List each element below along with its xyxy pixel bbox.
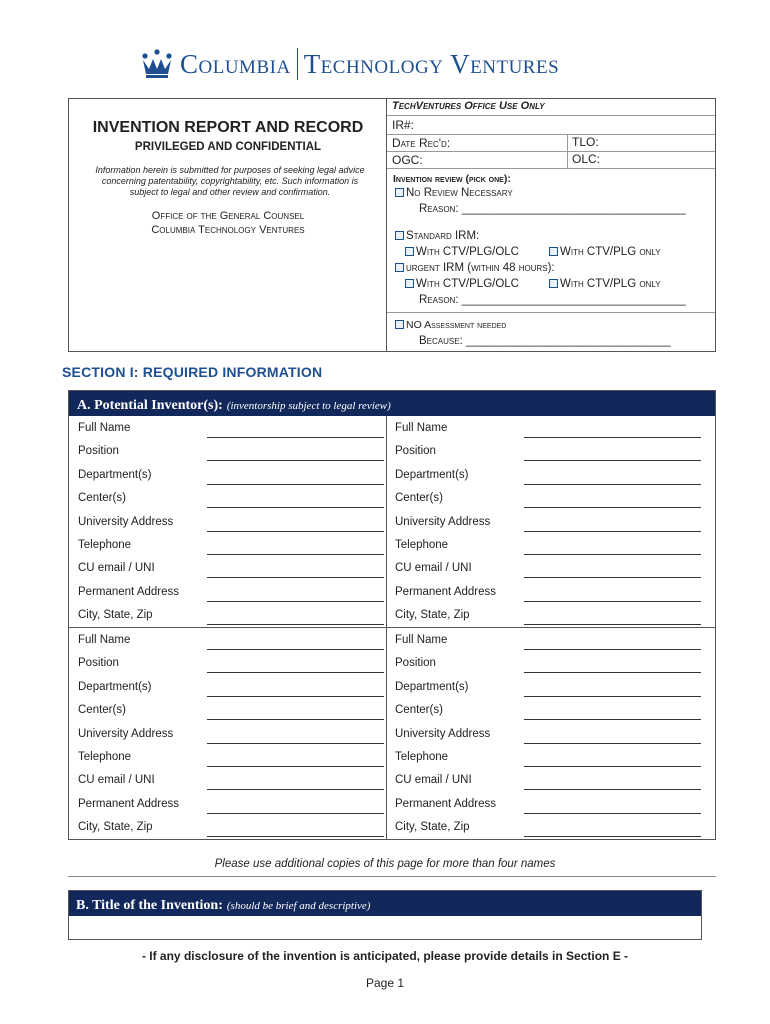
standard-irm-label: Standard IRM: (406, 230, 480, 242)
inventor-2-field-row (387, 416, 703, 439)
inventor-3-field-row (70, 815, 386, 838)
field-input-line[interactable] (524, 577, 701, 578)
date-received-label[interactable]: Date Rec'd: (392, 136, 451, 150)
inventor-4-field-row (387, 651, 703, 674)
inventor-4-field-row (387, 768, 703, 791)
inventor-4-field-row (387, 745, 703, 768)
field-input-line[interactable] (207, 719, 384, 720)
invention-title-box (68, 890, 702, 940)
field-label: Department(s) (78, 680, 152, 693)
field-label: CU email / UNI (395, 774, 472, 787)
field-input-line[interactable] (524, 696, 701, 697)
checkbox-icon[interactable] (405, 247, 414, 256)
invention-title-heading: B. Title of the Invention: (76, 898, 223, 913)
with-ctv-label: With CTV/PLG/OLC (416, 278, 519, 290)
inventor-1-field-row (70, 486, 386, 509)
ogc-row (387, 152, 715, 169)
checkbox-icon[interactable] (549, 247, 558, 256)
field-label: Position (78, 657, 119, 670)
field-label: Center(s) (395, 704, 443, 717)
field-label: Permanent Address (78, 797, 180, 810)
reason-label: Reason: (419, 294, 459, 306)
urgent-irm-label: urgent IRM (within 48 hours): (406, 262, 555, 274)
office-line-1: Office of the General Counsel (151, 210, 305, 222)
inventor-1-field-row (70, 463, 386, 486)
field-input-line[interactable] (207, 743, 384, 744)
office-line-2: Columbia Technology Ventures (151, 224, 305, 236)
field-label: City, State, Zip (78, 821, 153, 834)
field-input-line[interactable] (524, 813, 701, 814)
field-label: Center(s) (395, 492, 443, 505)
inventors-table (68, 390, 716, 840)
with-ctv-only-label: With CTV/PLG only (560, 246, 661, 258)
crown-icon (140, 47, 174, 81)
checkbox-icon[interactable] (395, 231, 404, 240)
field-label: City, State, Zip (78, 609, 153, 622)
field-label: Position (395, 445, 436, 458)
field-input-line[interactable] (207, 813, 384, 814)
field-input-line[interactable] (524, 460, 701, 461)
field-label: Department(s) (78, 468, 152, 481)
inventor-2-field-row (387, 463, 703, 486)
because-row: Because: ________________________________ (419, 335, 671, 347)
field-label: CU email / UNI (78, 562, 155, 575)
logo-divider (297, 48, 298, 80)
form-subtitle: PRIVILEGED AND CONFIDENTIAL (134, 141, 322, 153)
tlo-label[interactable]: TLO: (567, 135, 599, 151)
inventor-1-field-row (70, 439, 386, 462)
field-input-line[interactable] (524, 719, 701, 720)
checkbox-icon[interactable] (395, 188, 404, 197)
field-input-line[interactable] (524, 601, 701, 602)
invention-title-note: (should be brief and descriptive) (226, 900, 371, 912)
field-label: University Address (395, 515, 491, 528)
no-assessment-label: NO Assessment needed (406, 319, 507, 331)
copies-note: Please use additional copies of this page for more than four names (214, 858, 556, 870)
field-input-line[interactable] (524, 766, 701, 767)
ir-label: IR#: (392, 118, 415, 132)
checkbox-icon[interactable] (395, 320, 404, 329)
inventor-2-field-row (387, 510, 703, 533)
form-title: INVENTION REPORT AND RECORD (92, 119, 364, 136)
field-label: City, State, Zip (395, 609, 470, 622)
inventor-1-field-row (70, 533, 386, 556)
field-label: University Address (395, 727, 491, 740)
standard-irm-option[interactable] (395, 230, 479, 242)
inventor-1-field-row (70, 416, 386, 439)
field-label: Permanent Address (78, 585, 180, 598)
inventor-4-field-row (387, 792, 703, 815)
inventor-2-field-row (387, 556, 703, 579)
checkbox-icon[interactable] (549, 279, 558, 288)
field-label: Permanent Address (395, 585, 497, 598)
divider-line (68, 876, 716, 877)
urgent-irm-option[interactable] (395, 262, 555, 274)
office-use-heading: TechVentures Office Use Only (387, 99, 715, 116)
field-input-line[interactable] (207, 649, 384, 650)
field-input-line[interactable] (524, 743, 701, 744)
field-label: CU email / UNI (395, 562, 472, 575)
inventor-2-field-row (387, 580, 703, 603)
no-review-option[interactable] (395, 187, 513, 199)
logo-columbia: Columbia (180, 48, 291, 79)
inventor-4-field-row (387, 722, 703, 745)
field-input-line[interactable] (207, 789, 384, 790)
field-label: Telephone (395, 751, 449, 763)
inventors-title: A. Potential Inventor(s): (77, 398, 223, 413)
inventor-3-field-row (70, 698, 386, 721)
inventor-4-field-row (387, 698, 703, 721)
field-input-line[interactable] (207, 507, 384, 508)
inventor-3-field-row (70, 651, 386, 674)
date-received-row (387, 135, 715, 152)
inventor-1-field-row (70, 510, 386, 533)
field-label: Full Name (395, 422, 448, 434)
inventor-3-field-row (70, 792, 386, 815)
reason-row-1: Reason: ___________________________________ (419, 203, 686, 215)
section-1-heading: SECTION I: REQUIRED INFORMATION (62, 364, 323, 380)
field-input-line[interactable] (524, 672, 701, 673)
disclosure-note: - If any disclosure of the invention is anticipated, please provide details in Section E - (141, 949, 629, 963)
inventor-3-field-row (70, 768, 386, 791)
inventor-1-field-row (70, 556, 386, 579)
field-label: Department(s) (395, 468, 469, 481)
field-label: Telephone (395, 539, 449, 551)
with-ctv-only-label: With CTV/PLG only (560, 278, 661, 290)
inventor-4-field-row (387, 628, 703, 651)
because-label: Because: (419, 335, 463, 347)
invention-review-panel (387, 169, 715, 313)
form-title-panel (69, 99, 387, 351)
field-input-line[interactable] (524, 789, 701, 790)
field-label: University Address (78, 727, 174, 740)
inventor-3-field-row (70, 675, 386, 698)
field-input-line[interactable] (207, 460, 384, 461)
field-label: City, State, Zip (395, 821, 470, 834)
ir-number-field[interactable] (387, 116, 715, 135)
invention-title-input[interactable] (75, 921, 695, 937)
inventor-3-field-row (70, 628, 386, 651)
field-label: Center(s) (78, 492, 126, 505)
review-heading: Invention review (pick one): (393, 173, 511, 185)
field-label: University Address (78, 515, 174, 528)
inventor-2-field-row (387, 486, 703, 509)
inventor-3-field-row (70, 745, 386, 768)
field-label: Full Name (78, 422, 131, 434)
field-label: CU email / UNI (78, 774, 155, 787)
checkbox-icon[interactable] (405, 279, 414, 288)
field-input-line[interactable] (524, 484, 701, 485)
inventor-4-field-row (387, 675, 703, 698)
field-input-line[interactable] (207, 531, 384, 532)
field-input-line[interactable] (207, 554, 384, 555)
field-input-line[interactable] (207, 672, 384, 673)
inventor-2-field-row (387, 439, 703, 462)
field-input-line[interactable] (207, 484, 384, 485)
field-input-line[interactable] (524, 836, 701, 837)
inventor-1-field-row (70, 603, 386, 626)
urgent-with-ctv-only-option[interactable] (549, 278, 661, 290)
field-input-line[interactable] (207, 601, 384, 602)
inventor-4-field-row (387, 815, 703, 838)
header-box (68, 98, 716, 352)
field-label: Telephone (78, 751, 132, 763)
with-ctv-label: With CTV/PLG/OLC (416, 246, 519, 258)
field-input-line[interactable] (524, 507, 701, 508)
inventor-1-field-row (70, 580, 386, 603)
field-input-line[interactable] (207, 836, 384, 837)
page-number: Page 1 (365, 976, 405, 990)
field-label: Full Name (395, 634, 448, 646)
olc-label[interactable]: OLC: (567, 152, 600, 168)
field-label: Telephone (78, 539, 132, 551)
columbia-tv-logo (140, 44, 559, 84)
field-label: Center(s) (78, 704, 126, 717)
reason-row-2: Reason: ___________________________________ (419, 294, 686, 306)
field-input-line[interactable] (524, 531, 701, 532)
field-input-line[interactable] (207, 437, 384, 438)
field-input-line[interactable] (207, 624, 384, 625)
field-input-line[interactable] (524, 649, 701, 650)
ogc-label[interactable]: OGC: (392, 153, 423, 167)
standard-with-ctv-option[interactable] (405, 246, 519, 258)
no-review-label: No Review Necessary (406, 187, 513, 199)
logo-technology-ventures: Technology Ventures (303, 48, 560, 79)
field-input-line[interactable] (207, 696, 384, 697)
no-assessment-option[interactable] (395, 319, 506, 331)
legal-notice: Information herein is submitted for purposes of seeking legal advice concerning patentability, copyrightability, etc. Such information is subject to legal and other review and confirmation. (95, 165, 365, 197)
inventors-note: (inventorship subject to legal review) (226, 400, 391, 412)
field-label: Department(s) (395, 680, 469, 693)
field-label: Position (78, 445, 119, 458)
standard-with-ctv-only-option[interactable] (549, 246, 661, 258)
inventor-3-field-row (70, 722, 386, 745)
checkbox-icon[interactable] (395, 263, 404, 272)
urgent-with-ctv-option[interactable] (405, 278, 519, 290)
field-label: Permanent Address (395, 797, 497, 810)
field-input-line[interactable] (524, 437, 701, 438)
field-label: Full Name (78, 634, 131, 646)
field-input-line[interactable] (207, 766, 384, 767)
inventors-header-bar (69, 391, 715, 416)
inventor-2-field-row (387, 603, 703, 626)
field-input-line[interactable] (524, 554, 701, 555)
reason-label: Reason: (419, 203, 459, 215)
field-input-line[interactable] (524, 624, 701, 625)
field-label: Position (395, 657, 436, 670)
inventor-2-field-row (387, 533, 703, 556)
field-input-line[interactable] (207, 577, 384, 578)
